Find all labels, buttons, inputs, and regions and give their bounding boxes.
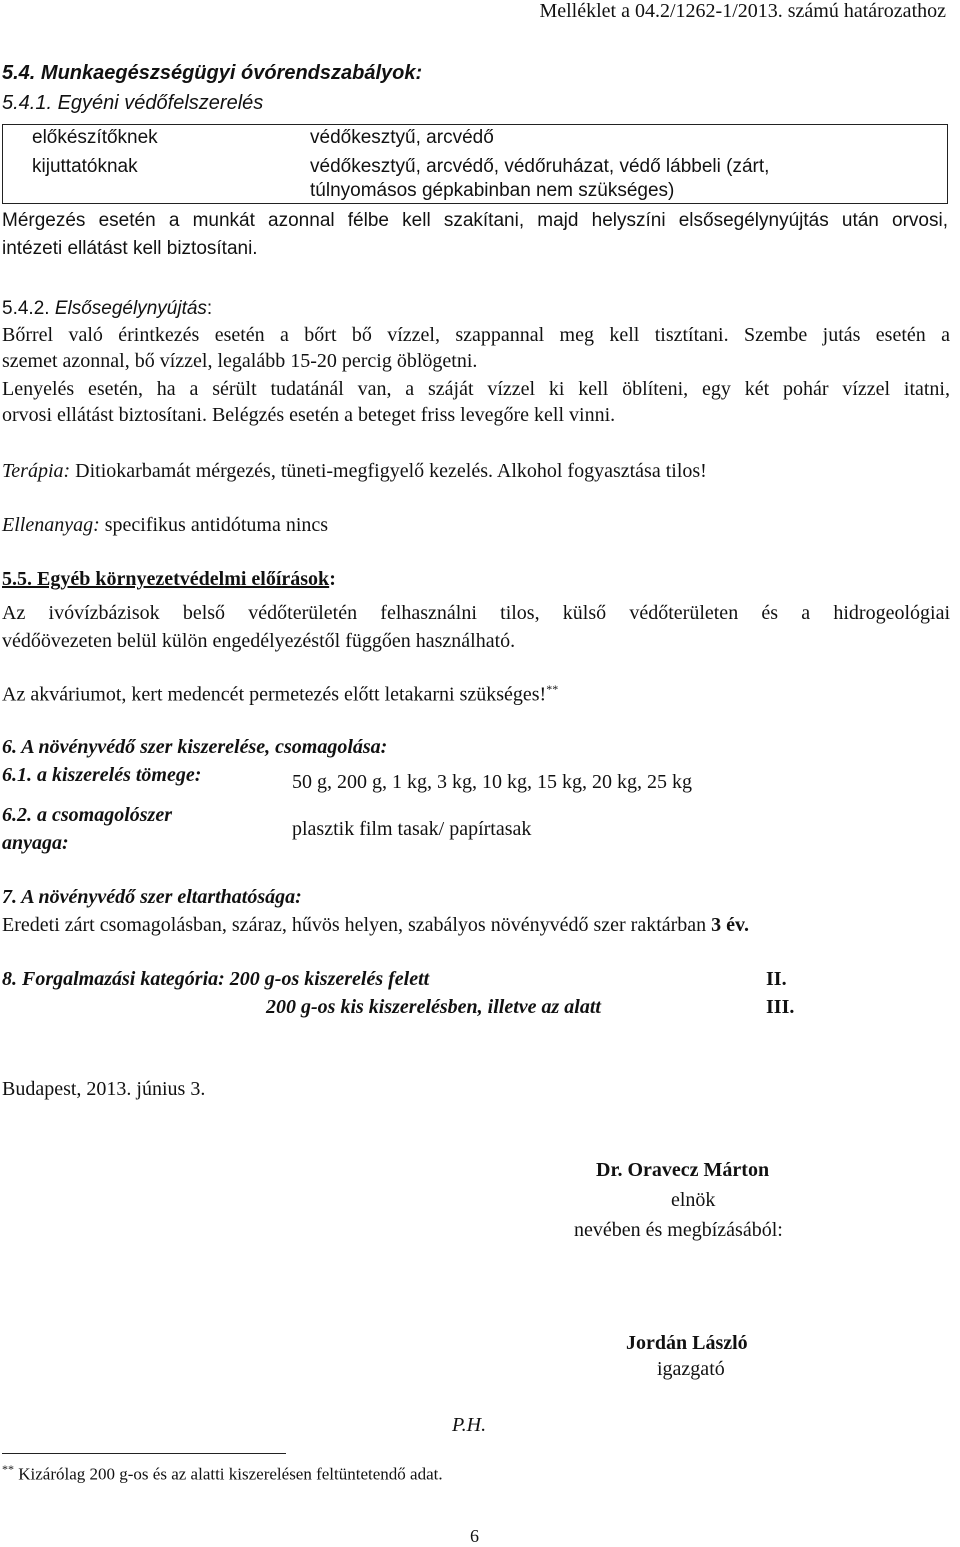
section-5-4-2-title: Elsősegélynyújtás [54, 298, 207, 319]
on-behalf-text: nevében és megbízásából: [574, 1219, 783, 1241]
section-5-4-heading: 5.4. Munkaegészségügyi óvórendszabályok: [2, 62, 423, 84]
pack-label-line2: anyaga: [2, 832, 69, 854]
mass-label: 6.1. a kiszerelés tömege: [2, 764, 202, 786]
therapy-text: Ditiokarbamát mérgezés, tüneti-megfigyelő kezelés. Alkohol fogyasztása tilos! [75, 460, 707, 482]
antidote-label: Ellenanyag: [2, 514, 100, 536]
president-title: elnök [671, 1189, 716, 1211]
mass-value: 50 g, 200 g, 1 kg, 3 kg, 10 kg, 15 kg, 20 kg, 25 kg [292, 771, 692, 793]
section-5-4-1-heading: 5.4.1. Egyéni védőfelszerelés [2, 92, 264, 114]
table-row-value-preparers: védőkesztyű, arcvédő [310, 127, 494, 148]
footnote-divider [2, 1453, 286, 1454]
pack-value: plasztik film tasak/ papírtasak [292, 818, 532, 840]
page-number: 6 [470, 1526, 479, 1546]
footnote [2, 1462, 443, 1485]
aquarium-footnote-mark: ** [546, 682, 559, 696]
footnote-text: Kizárólag 200 g-os és az alatti kiszerelésen feltüntetendő adat. [18, 1464, 443, 1484]
director-name: Jordán László [626, 1332, 748, 1354]
section-7-text [2, 914, 749, 937]
section-5-4-2-number: 5.4.2. [2, 298, 50, 319]
footnote-mark: ** [2, 1462, 14, 1476]
section-7-heading: 7. A növényvédő szer eltarthatósága: [2, 886, 302, 908]
poisoning-text-line2: intézeti ellátást kell biztosítani. [2, 238, 258, 259]
section-8-heading: 8. Forgalmazási kategória: [2, 968, 225, 990]
category-row2-text: 200 g-os kis kiszerelésben, illetve az alatt [266, 996, 601, 1018]
section-5-5-heading-text: 5.5. Egyéb környezetvédelmi előírások [2, 568, 330, 590]
table-row-value-applicators-line1: védőkesztyű, arcvédő, védőruházat, védő lábbeli (zárt, [310, 156, 770, 177]
storage-duration: 3 év. [711, 914, 749, 936]
storage-conditions: Eredeti zárt csomagolásban, száraz, hűvös helyen, szabályos növényvédő szer raktárban [2, 914, 707, 936]
therapy [2, 460, 707, 483]
table-row-label-applicators: kijuttatóknak [32, 156, 138, 177]
first-aid-line1: Bőrrel való érintkezés esetén a bőrt bő vízzel, szappannal meg kell tisztítani. Szembe jutás esetén a [2, 324, 950, 346]
section-6-heading: 6. A növényvédő szer kiszerelése, csomagolása: [2, 736, 388, 758]
first-aid-line4: orvosi ellátást biztosítani. Belégzés esetén a beteget friss levegőre kell vinni. [2, 404, 616, 426]
section-5-5-line2: védőövezeten belül külön engedélyezéstől függően használható. [2, 630, 516, 652]
poisoning-text-line1: Mérgezés esetén a munkát azonnal félbe kell szakítani, majd helyszíni elsősegélynyújtás után orvosi, [2, 210, 948, 231]
section-5-4-2-heading: 5.4.2. Elsősegélynyújtás: [2, 298, 213, 319]
aquarium-text: Az akváriumot, kert medencét permetezés előtt letakarni szükséges! [2, 683, 547, 706]
table-row-label-preparers: előkészítőknek [32, 127, 158, 148]
annex-reference: Melléklet a 04.2/1262-1/2013. számú határozathoz [539, 0, 946, 22]
stamp-placeholder: P.H. [452, 1414, 487, 1436]
section-5-5-heading: 5.5. Egyéb környezetvédelmi előírások: [2, 568, 336, 590]
section-8-row1 [2, 968, 429, 991]
category-row1-value: II. [766, 968, 787, 990]
therapy-label: Terápia: [2, 460, 71, 482]
category-row2-value: III. [766, 996, 795, 1018]
place-date: Budapest, 2013. június 3. [2, 1078, 206, 1100]
antidote [2, 514, 328, 537]
pack-label-line1: 6.2. a csomagolószer [2, 804, 172, 826]
first-aid-line3: Lenyelés esetén, ha a sérült tudatánál van, a száját vízzel ki kell öblíteni, egy két pohár vízzel itatni, [2, 378, 950, 400]
director-title: igazgató [657, 1358, 725, 1380]
antidote-text: specifikus antidótuma nincs [104, 514, 329, 536]
table-row-value-applicators-line2: túlnyomásos gépkabinban nem szükséges) [310, 180, 675, 201]
president-name: Dr. Oravecz Márton [596, 1159, 770, 1181]
category-row1-text: 200 g-os kiszerelés felett [229, 968, 430, 990]
first-aid-line2: szemet azonnal, bő vízzel, legalább 15-20 percig öblögetni. [2, 350, 478, 372]
aquarium-note [2, 682, 558, 707]
section-5-5-line1: Az ivóvízbázisok belső védőterületén felhasználni tilos, külső védőterületen és a hidrogeológiai [2, 602, 950, 624]
